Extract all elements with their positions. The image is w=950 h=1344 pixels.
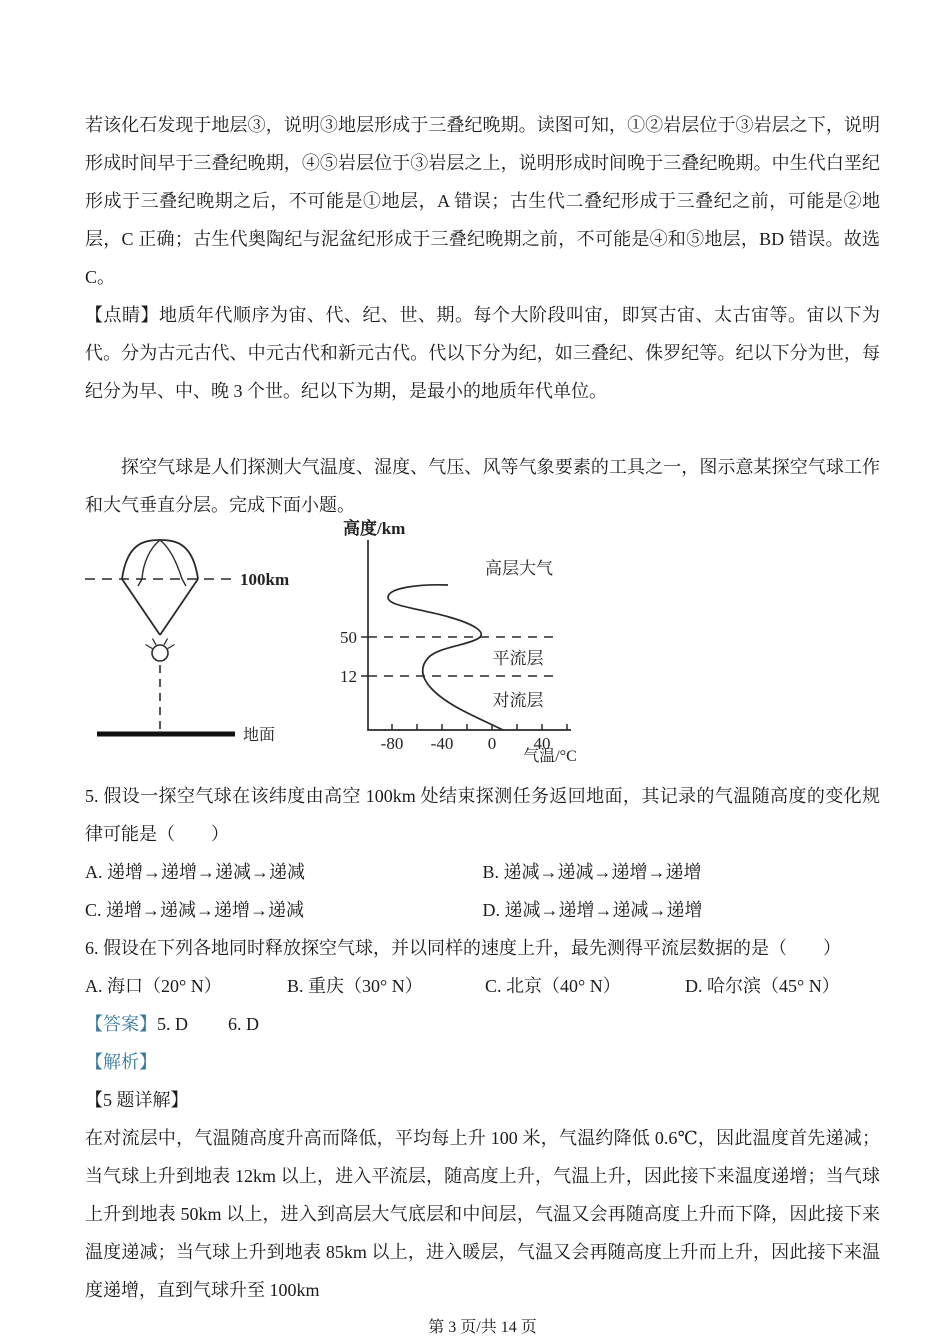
radiosonde-icon bbox=[146, 639, 175, 662]
q5-option-a: A. 递增→递增→递减→递减 bbox=[85, 862, 305, 882]
y-axis-ticks bbox=[361, 637, 368, 676]
analysis-label: 【解析】 bbox=[85, 1052, 157, 1072]
answer-q6: 6. D bbox=[228, 1014, 259, 1034]
question-5-stem: 5. 假设一探空气球在该纬度由高空 100km 处结束探测任务返回地面，其记录的气温随高度的变化规律可能是（ ） bbox=[85, 786, 880, 844]
temperature-profile-curve bbox=[388, 585, 503, 730]
geology-explanation-paragraph: 若该化石发现于地层③，说明③地层形成于三叠纪晚期。读图可知，①②岩层位于③岩层之下，说明形成时间早于三叠纪晚期，④⑤岩层位于③岩层之上，说明形成时间晚于三叠纪晚期。中生代白垩纪形成于三叠纪晚期之后，不可能是①地层，A 错误；古生代二叠纪形成于三叠纪之前，可能是②地层，C 正确；古生代奥陶纪与泥盆纪形成于三叠纪晚期之前，不可能是④和⑤地层，BD 错误。故选 C。 bbox=[85, 115, 880, 287]
balloon-seam-left bbox=[142, 540, 160, 579]
q5-option-c: C. 递增→递减→递增→递减 bbox=[85, 900, 305, 920]
region-label-stratosphere: 平流层 bbox=[492, 649, 544, 668]
answer-q5: 5. D bbox=[157, 1014, 188, 1034]
q6-option-b: B. 重庆（30° N） bbox=[287, 976, 423, 996]
balloon-seam-right bbox=[160, 540, 182, 579]
question-6-options bbox=[85, 967, 880, 1005]
y-tick-12: 12 bbox=[340, 667, 357, 686]
dianjing-label: 【点睛】 bbox=[85, 305, 159, 325]
question-6-stem: 6. 假设在下列各地同时释放探空气球，并以同样的速度上升，最先测得平流层数据的是（ ） bbox=[85, 938, 841, 958]
detail-5-body: 在对流层中，气温随高度升高而降低，平均每上升 100 米，气温约降低 0.6℃，因此温度首先递减；当气球上升到地表 12km 以上，进入平流层，随高度上升，气温上升，因此接下来温度递增；当气球上升到地表 50km 以上，进入到高层大气底层和中间层，气温又会再随高度上升而下降，因此接下来温度递减；当气球上升到地表 85km 以上，进入暖层，气温又会再随高度上升而上升，因此接下来温度递增，直到气球升至 100km bbox=[85, 1128, 880, 1300]
balloon-intro-paragraph: 探空气球是人们探测大气温度、湿度、气压、风等气象要素的工具之一，图示意某探空气球工作和大气垂直分层。完成下面小题。 bbox=[85, 457, 880, 515]
q5-option-d: D. 递减→递增→递减→递增 bbox=[482, 900, 703, 920]
answer-line bbox=[85, 1005, 880, 1043]
x-tick-neg40: -40 bbox=[430, 734, 454, 753]
sounding-balloon-drawing bbox=[85, 540, 289, 744]
balloon-shroud-lines bbox=[122, 579, 198, 635]
region-label-upper-atmosphere: 高层大气 bbox=[485, 559, 553, 578]
altitude-100km-label: 100km bbox=[240, 570, 290, 589]
x-tick-0: 0 bbox=[487, 734, 497, 753]
answer-label: 【答案】 bbox=[85, 1014, 157, 1034]
q6-option-c: C. 北京（40° N） bbox=[485, 976, 621, 996]
atmosphere-figure bbox=[85, 518, 880, 763]
page-footer: 第 3 页/共 14 页 bbox=[428, 1319, 537, 1336]
temperature-profile-chart bbox=[340, 518, 577, 763]
region-label-troposphere: 对流层 bbox=[492, 691, 544, 710]
y-axis-label: 高度/km bbox=[343, 519, 406, 538]
y-tick-50: 50 bbox=[340, 628, 357, 647]
x-axis-ticks bbox=[392, 724, 567, 730]
balloon-canopy-icon bbox=[122, 540, 198, 579]
q6-option-a: A. 海口（20° N） bbox=[85, 976, 222, 996]
question-5-options bbox=[85, 853, 880, 929]
balloon-rim-ticks bbox=[138, 579, 186, 586]
x-tick-neg80: -80 bbox=[380, 734, 404, 753]
dianjing-body: 地质年代顺序为宙、代、纪、世、期。每个大阶段叫宙，即冥古宙、太古宙等。宙以下为代。分为古元古代、中元古代和新元古代。代以下分为纪，如三叠纪、侏罗纪等。纪以下分为世，每纪分为早、中、晚 3 个世。纪以下为期，是最小的地质年代单位。 bbox=[85, 305, 880, 401]
detail-5-label: 【5 题详解】 bbox=[85, 1090, 189, 1110]
q6-option-d: D. 哈尔滨（45° N） bbox=[685, 976, 840, 996]
atmosphere-figure-svg bbox=[85, 518, 615, 763]
q5-option-b: B. 递减→递减→递增→递增 bbox=[482, 862, 702, 882]
x-tick-40: 40 bbox=[533, 734, 551, 753]
dianjing-paragraph bbox=[85, 296, 880, 410]
x-axis-label: 气温/°C bbox=[523, 748, 577, 763]
ground-label: 地面 bbox=[243, 727, 276, 744]
